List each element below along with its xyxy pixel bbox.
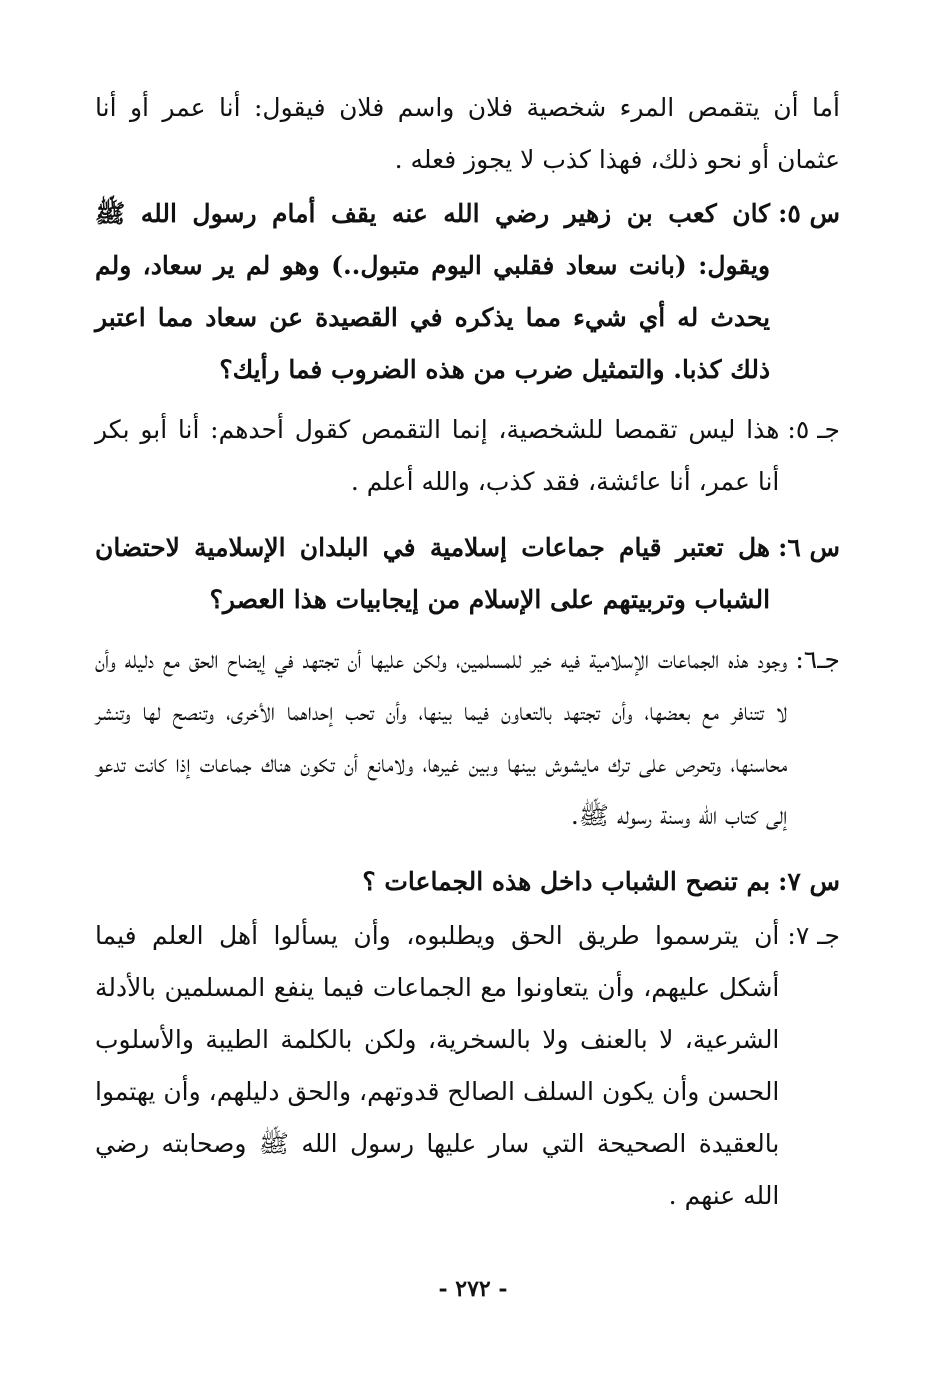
answer-7 bbox=[95, 910, 840, 1222]
intro-paragraph: أما أن يتقمص المرء شخصية فلان واسم فلان فيقول: أنا عمر أو أنا عثمان أو نحو ذلك، فهذا كذب لا يجوز فعله . bbox=[95, 93, 840, 174]
question-5-label: س ٥: bbox=[778, 199, 840, 228]
answer-6-label: جـ٦: bbox=[795, 645, 840, 674]
question-5-text: كان كعب بن زهير رضي الله عنه يقف أمام رسول الله ﷺ ويقول: (بانت سعاد فقلبي اليوم متبول..) وهو لم ير سعاد، ولم يحدث له أي شيء مما يذكره في القصيدة عن سعاد مما اعتبر ذلك كذبا. والتمثيل ضرب من هذه الضروب فما رأيك؟ bbox=[95, 199, 771, 384]
question-6-text: هل تعتبر قيام جماعات إسلامية في البلدان الإسلامية لاحتضان الشباب وتربيتهم على الإسلام من إيجابيات هذا العصر؟ bbox=[95, 533, 771, 614]
answer-7-text: أن يترسموا طريق الحق ويطلبوه، وأن يسألوا أهل العلم فيما أشكل عليهم، وأن يتعاونوا مع الجماعات فيما ينفع المسلمين بالأدلة الشرعية، لا بالعنف ولا بالسخرية، ولكن بالكلمة الطيبة والأسلوب الحسن وأن يكون السلف الصالح قدوتهم، والحق دليلهم، وأن يهتموا بالعقيدة الصحيحة التي سار عليها رسول الله ﷺ وصحابته رضي الله عنهم . bbox=[95, 921, 780, 1210]
answer-5 bbox=[95, 404, 840, 508]
question-7 bbox=[95, 856, 840, 908]
question-6-label: س ٦: bbox=[778, 533, 840, 562]
answer-6-text: وجود هذه الجماعات الإسلامية فيه خير للمسلمين، ولكن عليها أن تجتهد في إيضاح الحق مع دليله وأن لا تتنافر مع بعضها، وأن تجتهد بالتعاون فيما بينها، وأن تحب إحداهما الأخرى، وتنصح لها وتنشر محاسنها، وتحرص على ترك مايشوش بينها وبين غيرها، ولامانع أن تكون هناك جماعات إذا كانت تدعو إلى كتاب الله وسنة رسوله ﷺ. bbox=[95, 645, 788, 830]
question-6 bbox=[95, 522, 840, 626]
question-7-text: بم تنصح الشباب داخل هذه الجماعات ؟ bbox=[362, 867, 771, 896]
answer-5-text: هذا ليس تقمصا للشخصية، إنما التقمص كقول أحدهم: أنا أبو بكر أنا عمر، أنا عائشة، فقد كذب، والله أعلم . bbox=[95, 415, 780, 496]
answer-6 bbox=[95, 634, 840, 842]
question-5 bbox=[95, 188, 840, 396]
page-content bbox=[95, 82, 840, 1222]
answer-5-label: جـ ٥: bbox=[787, 415, 840, 444]
question-7-label: س ٧: bbox=[778, 867, 840, 896]
answer-7-label: جـ ٧: bbox=[787, 921, 840, 950]
page-number: - ٢٧٢ - bbox=[438, 1276, 508, 1302]
